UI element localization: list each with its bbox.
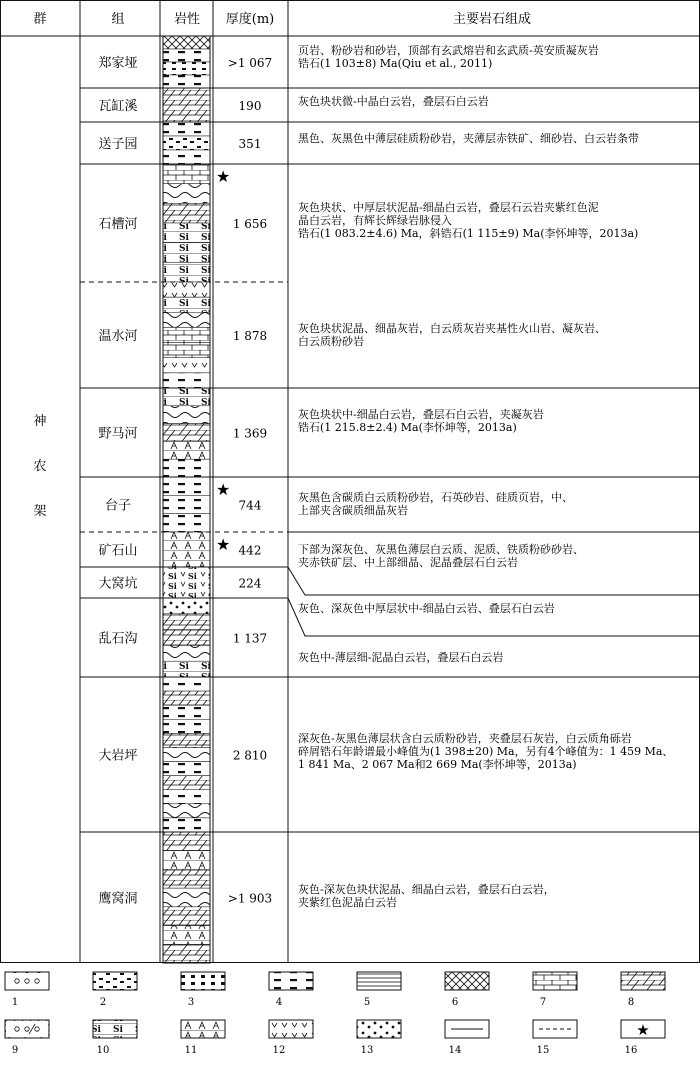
legend-number: 2 [99,997,107,1008]
legend [5,972,665,1056]
lithology-band [163,832,210,851]
formation-thickness: 1 369 [232,426,268,441]
lithology-band [163,762,210,776]
legend-item [621,1020,665,1056]
formation-thickness: 1 137 [232,631,268,646]
legend-number: 14 [448,1045,462,1056]
composition-text: 1 841 Ma、2 067 Ma和2 669 Ma(李怀坤等，2013a) [298,758,577,771]
composition-text: 黑色、灰黑色中薄层硅质粉砂岩，夹薄层赤铁矿、细砂岩、白云岩条带 [298,132,639,145]
legend-swatch [445,972,489,990]
legend-item [269,1020,313,1056]
composition-text: 页岩、粉砂岩和砂岩，顶部有玄武熔岩和玄武质-英安质凝灰岩 [298,44,599,57]
formation-name: 鹰窝洞 [98,891,138,907]
lithology-band [163,75,210,88]
lithology-band [163,262,210,282]
composition-text: 灰色块状中-细晶白云岩，叠层石白云岩，夹凝灰岩 [298,408,544,421]
legend-number: 6 [451,997,459,1008]
formation-name: 石槽河 [98,217,138,232]
legend-number: 11 [184,1045,198,1056]
legend-swatch [357,1020,401,1038]
formation-name: 台子 [104,498,132,514]
formation-name: 野马河 [98,426,138,442]
legend-swatch [269,972,313,990]
legend-item [357,972,401,1008]
sample-star-icon: ★ [216,480,231,499]
header-lithology: 岩性 [173,12,201,27]
composition-text: 灰黑色含碳质白云质粉砂岩，石英砂岩、硅质页岩，中、 [298,491,573,504]
legend-number: 5 [363,997,371,1008]
lithology-band [163,184,210,204]
formation-thickness: >1 903 [227,891,273,906]
lithology-band [163,122,210,136]
legend-swatch [621,972,665,990]
header-formation: 组 [111,12,125,27]
lithology-band [163,136,210,150]
legend-swatch [181,1020,225,1038]
lithology-band [163,733,210,747]
formation-thickness: 1 656 [232,217,268,231]
composition-text: 夹赤铁矿层、中上部细晶、泥晶叠层石白云岩 [298,556,518,569]
composition-text: 上部夹含碳质细晶灰岩 [298,504,408,517]
legend-item [269,972,313,1008]
legend-swatch [93,972,137,990]
lithology-band [163,358,210,373]
legend-swatch [269,1020,313,1038]
header-group: 群 [33,12,47,27]
lithology-band [163,869,210,888]
table-header [0,0,700,36]
legend-item [181,972,225,1008]
lithology-band [163,907,210,926]
lithology-band [163,459,210,477]
legend-number: 7 [539,997,547,1008]
legend-item [445,1020,489,1056]
composition-column [298,43,673,909]
lithology-band [163,567,210,598]
legend-item [357,1020,401,1056]
formation-name: 矿石山 [98,543,138,559]
lithology-band [163,282,210,297]
composition-text: 灰色块状微-中晶白云岩，叠层石白云岩 [298,95,489,108]
legend-number: 16 [624,1045,638,1056]
composition-text: 白云质粉砂岩 [298,335,364,348]
formation-name: 瓦缸溪 [98,99,138,114]
legend-number: 13 [360,1045,374,1056]
lithology-band [163,804,210,818]
legend-number: 8 [627,997,635,1008]
group-column [33,413,46,519]
composition-text: 锆石(1 103±8) Ma(Qiu et al., 2011) [298,57,493,70]
formation-thickness: >1 067 [227,56,273,70]
legend-item [93,972,137,1008]
legend-item [445,972,489,1008]
legend-item [5,972,49,1008]
legend-item [533,1020,577,1056]
sample-star-icon: ★ [216,167,231,186]
composition-text: 灰色块状、中厚层状泥晶-细晶白云岩，叠层石云岩夹紫红色泥 [298,201,599,214]
legend-item [5,1020,49,1056]
legend-item [93,1020,137,1056]
formation-name: 大窝坑 [98,576,138,592]
lithology-band [163,150,210,164]
lithology-band [163,495,210,513]
group-char-3: 架 [33,504,47,519]
lithology-band [163,88,210,122]
lithology-band [163,243,210,263]
lithology-band [163,327,210,342]
header-thickness: 厚度(m) [225,12,275,27]
formation-thickness: 190 [238,99,262,113]
lithology-band [163,677,210,691]
formation-thickness: 351 [238,137,262,151]
formation-name: 大岩坪 [98,748,138,764]
lithology-band [163,790,210,804]
lithology-band [163,691,210,705]
composition-text: 锆石(1 083.2±4.6) Ma，斜锆石(1 115±9) Ma(李怀坤等，2013a) [298,227,639,240]
composition-text: 深灰色-灰黑色薄层状含白云质粉砂岩，夹叠层石灰岩，白云质角砾岩 [298,732,632,745]
legend-swatch [357,972,401,990]
legend-item [533,972,577,1008]
lithology-band [163,776,210,790]
legend-number: 10 [96,1045,110,1056]
formation-name: 郑家垭 [98,56,138,71]
lithology-band [163,944,210,963]
lithology-band [163,297,210,312]
composition-text: 碎屑锆石年龄谱最小峰值为(1 398±20) Ma，另有4个峰值为：1 459 Ma、 [298,745,674,758]
sample-star-icon: ★ [216,535,231,554]
composition-text: 夹紫红色泥晶白云岩 [298,896,397,909]
lithology-band [163,630,210,646]
formation-thickness: 2 810 [232,748,268,763]
lithology-band [163,614,210,630]
formation-thickness: 224 [238,576,262,591]
star-icon: ★ [636,1021,650,1039]
legend-number: 1 [11,997,19,1008]
group-char-1: 神 [33,414,47,429]
lithology-band [163,164,210,184]
legend-swatch [533,972,577,990]
sample-stars [216,167,230,554]
formation-name: 送子园 [98,137,138,152]
lithology-band [163,514,210,532]
lithology-band [163,888,210,907]
lithology-band [163,36,210,49]
lithology-band [163,661,210,677]
legend-item [181,1020,225,1056]
legend-number: 12 [272,1045,286,1056]
lithology-band [163,388,210,406]
legend-number: 9 [11,1045,19,1056]
formation-thickness: 744 [238,498,262,513]
legend-number: 15 [536,1045,550,1056]
legend-item [621,972,665,1008]
group-char-2: 农 [33,459,47,474]
lithology-band [163,851,210,870]
lithology-band [163,645,210,661]
legend-swatch [181,972,225,990]
lithology-band [163,312,210,327]
lithology-band [163,49,210,62]
composition-text: 下部为深灰色、灰黑色薄层白云质、泥质、铁质粉砂砂岩、 [298,543,584,556]
legend-number: 4 [275,997,283,1008]
formation-thickness: 1 878 [232,329,268,343]
lithology-band [163,406,210,424]
lithology-band [163,424,210,442]
lithology-band [163,62,210,75]
composition-text: 灰色中-薄层细-泥晶白云岩，叠层石白云岩 [298,651,504,664]
lithology-band [163,705,210,719]
legend-number: 3 [187,997,195,1008]
composition-text: 灰色、深灰色中厚层状中-细晶白云岩、叠层石白云岩 [298,602,555,615]
formation-name: 乱石沟 [98,631,138,647]
formation-name: 温水河 [98,329,138,344]
lithology-band [163,747,210,761]
lithology-band [163,532,210,567]
composition-text: 灰色块状泥晶、细晶灰岩，白云质灰岩夹基性火山岩、凝灰岩、 [298,322,606,335]
lithology-band [163,441,210,459]
lithology-band [163,343,210,358]
formation-thickness: 442 [238,543,262,558]
lithology-band [163,926,210,945]
composition-text: 晶白云岩，有辉长辉绿岩脉侵入 [298,214,452,227]
header-composition: 主要岩石组成 [452,12,532,27]
lithology-band [163,203,210,223]
legend-swatch [93,1020,137,1038]
lithology-band [163,719,210,733]
lithology-band [163,477,210,495]
composition-text: 锆石(1 215.8±2.4) Ma(李怀坤等，2013a) [298,421,517,434]
composition-text: 灰色-深灰色块状泥晶、细晶白云岩，叠层石白云岩， [298,883,555,896]
lithology-band [163,598,210,614]
lithology-column [163,36,210,963]
lithology-band [163,373,210,388]
lithology-band [163,223,210,243]
lithology-band [163,818,210,832]
